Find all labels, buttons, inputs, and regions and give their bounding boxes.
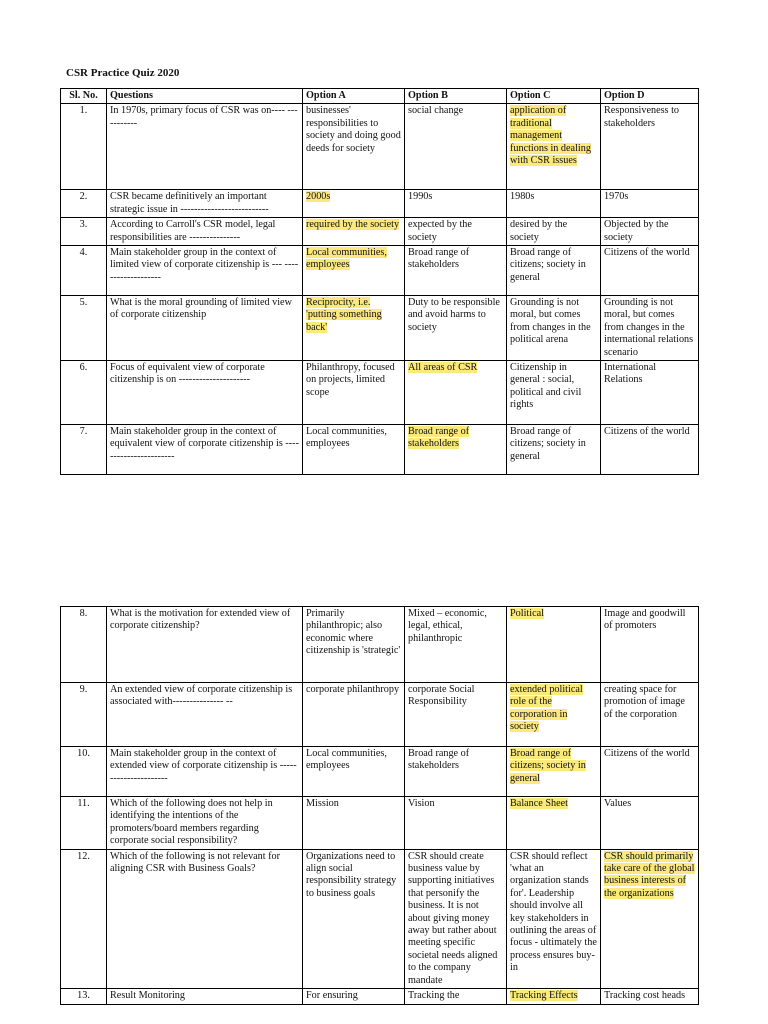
answer-highlight: Broad range of citizens; society in general bbox=[510, 748, 586, 784]
quiz-title: CSR Practice Quiz 2020 bbox=[66, 67, 180, 79]
answer-highlight: Balance Sheet bbox=[510, 798, 568, 809]
cell-option-b: Vision bbox=[405, 797, 507, 850]
cell-option-b: 1990s bbox=[405, 190, 507, 218]
cell-sl: 9. bbox=[61, 683, 107, 747]
table-row bbox=[61, 989, 699, 1004]
cell-option-c bbox=[507, 607, 601, 683]
cell-question: Which of the following does not help in identifying the intentions of the promoters/board members regarding corporate social responsibility? bbox=[107, 797, 303, 850]
table-row bbox=[61, 190, 699, 218]
cell-option-a: Organizations need to align social responsibility strategy to business goals bbox=[303, 849, 405, 988]
cell-question: Main stakeholder group in the context of limited view of corporate citizenship is --- ------------------- bbox=[107, 246, 303, 296]
cell-option-d: International Relations bbox=[601, 361, 699, 425]
cell-option-a: businesses' responsibilities to society and doing good deeds for society bbox=[303, 104, 405, 190]
header-option-b: Option B bbox=[405, 89, 507, 104]
cell-option-b: Tracking the bbox=[405, 989, 507, 1004]
table-row bbox=[61, 849, 699, 988]
table-row bbox=[61, 747, 699, 797]
cell-option-a bbox=[303, 218, 405, 246]
cell-option-c bbox=[507, 747, 601, 797]
cell-sl: 4. bbox=[61, 246, 107, 296]
answer-highlight: Reciprocity, i.e. 'putting something back' bbox=[306, 297, 382, 333]
cell-question: What is the moral grounding of limited view of corporate citizenship bbox=[107, 296, 303, 361]
cell-sl: 10. bbox=[61, 747, 107, 797]
cell-sl: 13. bbox=[61, 989, 107, 1004]
answer-highlight: Broad range of stakeholders bbox=[408, 426, 470, 450]
header-sl: Sl. No. bbox=[61, 89, 107, 104]
cell-option-d: Citizens of the world bbox=[601, 425, 699, 475]
cell-option-b: Broad range of stakeholders bbox=[405, 246, 507, 296]
cell-question: An extended view of corporate citizenship is associated with--------------- -- bbox=[107, 683, 303, 747]
table-row bbox=[61, 425, 699, 475]
cell-option-c: 1980s bbox=[507, 190, 601, 218]
cell-option-c bbox=[507, 797, 601, 850]
cell-question: According to Carroll's CSR model, legal responsibilities are --------------- bbox=[107, 218, 303, 246]
cell-question: Main stakeholder group in the context of extended view of corporate citizenship is ---------------------- bbox=[107, 747, 303, 797]
cell-option-a bbox=[303, 190, 405, 218]
header-option-c: Option C bbox=[507, 89, 601, 104]
answer-highlight: application of traditional management functions in dealing with CSR issues bbox=[510, 105, 591, 167]
answer-highlight: extended political role of the corporation in society bbox=[510, 684, 583, 733]
cell-option-a: Mission bbox=[303, 797, 405, 850]
table-header-row bbox=[61, 89, 699, 104]
cell-option-b: social change bbox=[405, 104, 507, 190]
cell-option-c bbox=[507, 989, 601, 1004]
table-row bbox=[61, 246, 699, 296]
cell-option-a bbox=[303, 296, 405, 361]
cell-question: What is the motivation for extended view of corporate citizenship? bbox=[107, 607, 303, 683]
cell-option-a bbox=[303, 246, 405, 296]
answer-highlight: CSR should primarily take care of the global business interests of the organizations bbox=[604, 850, 695, 899]
cell-sl: 11. bbox=[61, 797, 107, 850]
table-row bbox=[61, 296, 699, 361]
cell-option-b: corporate Social Responsibility bbox=[405, 683, 507, 747]
answer-highlight: Local communities, employees bbox=[306, 247, 387, 271]
cell-option-d: Responsiveness to stakeholders bbox=[601, 104, 699, 190]
cell-option-c: Broad range of citizens; society in general bbox=[507, 246, 601, 296]
cell-option-d: Tracking cost heads bbox=[601, 989, 699, 1004]
cell-option-a: Philanthropy, focused on projects, limited scope bbox=[303, 361, 405, 425]
cell-sl: 2. bbox=[61, 190, 107, 218]
cell-option-a: corporate philanthropy bbox=[303, 683, 405, 747]
cell-sl: 6. bbox=[61, 361, 107, 425]
table-row bbox=[61, 218, 699, 246]
cell-sl: 5. bbox=[61, 296, 107, 361]
table-row bbox=[61, 683, 699, 747]
cell-option-d bbox=[601, 849, 699, 988]
cell-option-c bbox=[507, 104, 601, 190]
table-row bbox=[61, 607, 699, 683]
header-questions: Questions bbox=[107, 89, 303, 104]
cell-question: Main stakeholder group in the context of equivalent view of corporate citizenship is ----------------------- bbox=[107, 425, 303, 475]
header-option-d: Option D bbox=[601, 89, 699, 104]
cell-option-d: Objected by the society bbox=[601, 218, 699, 246]
cell-option-b: Duty to be responsible and avoid harms to society bbox=[405, 296, 507, 361]
answer-highlight: Tracking Effects bbox=[510, 990, 578, 1002]
cell-sl: 1. bbox=[61, 104, 107, 190]
cell-option-a: For ensuring bbox=[303, 989, 405, 1004]
cell-option-b bbox=[405, 361, 507, 425]
cell-question: Which of the following is not relevant for aligning CSR with Business Goals? bbox=[107, 849, 303, 988]
cell-option-c: CSR should reflect 'what an organization stands for'. Leadership should involve all key stakeholders in outlining the areas of focus - ultimately the process ensures buy-in bbox=[507, 849, 601, 988]
answer-highlight: required by the society bbox=[306, 219, 400, 231]
cell-sl: 7. bbox=[61, 425, 107, 475]
cell-option-c: Citizenship in general : social, political and civil rights bbox=[507, 361, 601, 425]
cell-option-d: Values bbox=[601, 797, 699, 850]
cell-option-b: Mixed – economic, legal, ethical, philanthropic bbox=[405, 607, 507, 683]
cell-option-c: Broad range of citizens; society in general bbox=[507, 425, 601, 475]
header-option-a: Option A bbox=[303, 89, 405, 104]
cell-option-d: 1970s bbox=[601, 190, 699, 218]
cell-question: Focus of equivalent view of corporate citizenship is on --------------------- bbox=[107, 361, 303, 425]
cell-option-d: Citizens of the world bbox=[601, 246, 699, 296]
answer-highlight: 2000s bbox=[306, 191, 331, 203]
cell-option-b: Broad range of stakeholders bbox=[405, 747, 507, 797]
cell-option-c: desired by the society bbox=[507, 218, 601, 246]
table-row bbox=[61, 797, 699, 850]
cell-option-d: creating space for promotion of image of the corporation bbox=[601, 683, 699, 747]
cell-option-d: Image and goodwill of promoters bbox=[601, 607, 699, 683]
cell-option-a: Local communities, employees bbox=[303, 425, 405, 475]
cell-option-d: Grounding is not moral, but comes from changes in the international relations scenario bbox=[601, 296, 699, 361]
answer-highlight: Political bbox=[510, 608, 544, 619]
cell-option-b bbox=[405, 425, 507, 475]
cell-option-a: Primarily philanthropic; also economic where citizenship is 'strategic' bbox=[303, 607, 405, 683]
quiz-table-2 bbox=[60, 606, 699, 1005]
table-row bbox=[61, 361, 699, 425]
cell-option-c: Grounding is not moral, but comes from changes in the political arena bbox=[507, 296, 601, 361]
cell-sl: 3. bbox=[61, 218, 107, 246]
cell-option-b: CSR should create business value by supporting initiatives that personify the business. It is not about giving money away but rather about meeting specific societal needs aligned to the company mandate bbox=[405, 849, 507, 988]
table-row bbox=[61, 104, 699, 190]
cell-option-d: Citizens of the world bbox=[601, 747, 699, 797]
cell-option-c bbox=[507, 683, 601, 747]
cell-question: CSR became definitively an important strategic issue in -------------------------- bbox=[107, 190, 303, 218]
cell-question: Result Monitoring bbox=[107, 989, 303, 1004]
cell-sl: 12. bbox=[61, 849, 107, 988]
cell-question: In 1970s, primary focus of CSR was on---- ----------- bbox=[107, 104, 303, 190]
cell-option-a: Local communities, employees bbox=[303, 747, 405, 797]
cell-option-b: expected by the society bbox=[405, 218, 507, 246]
cell-sl: 8. bbox=[61, 607, 107, 683]
quiz-table-1 bbox=[60, 88, 699, 475]
answer-highlight: All areas of CSR bbox=[408, 362, 478, 374]
